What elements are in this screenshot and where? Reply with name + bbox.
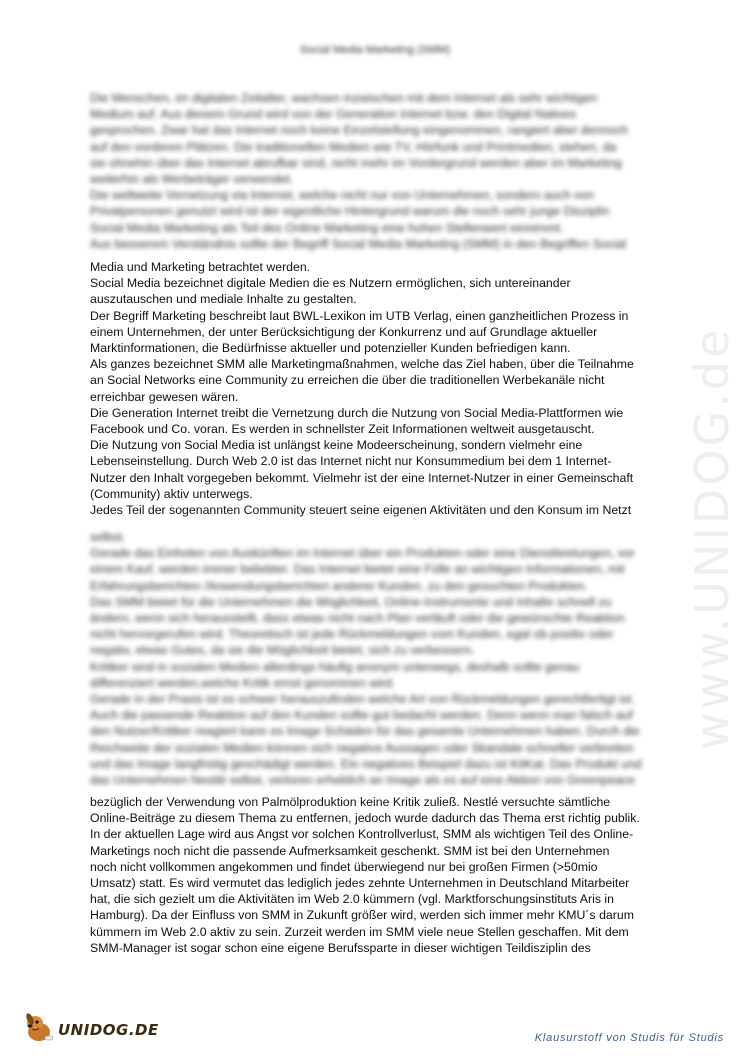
text-line: Gerade das Einholen von Auskünften im Internet über ein Produkten oder eine Dienstleistungen, vor <box>90 546 635 561</box>
text-line: ändern, wenn sich herausstellt, dass etwas nicht nach Plan verläuft oder die gewünschte Reaktion <box>90 611 625 626</box>
text-line: selbst. <box>90 530 126 544</box>
text-line: Media und Marketing betrachtet werden. <box>90 260 311 274</box>
text-line: Erfahrungsberichten /Anwendungsberichten anderer Kunden, zu den gesuchten Produkten. <box>90 578 588 593</box>
text-line: weiterhin als Werbeträger verwendet. <box>90 172 294 187</box>
text-line: gesprochen. Zwar hat das Internet noch keine Einzelstellung eingenommen, rangiert aber dennoch <box>90 123 628 138</box>
text-line: das Unternehmen Nestlé selbst, verloren erheblich an Image als es auf eine Aktion von Greenpeace <box>90 773 635 788</box>
text-line: an Social Networks eine Community zu erreichen die über die traditionellen Werbekanäle nicht <box>90 373 605 388</box>
page-title: Social Media Marketing (SMM) <box>299 44 451 56</box>
text-line: kümmern im Web 2.0 aktiv zu sein. Zurzeit werden im SMM viele neue Stellen geschaffen. Mit dem <box>90 924 629 939</box>
footer-slogan: Klausurstoff von Studis für Studis <box>534 1032 724 1044</box>
text-line: Facebook und Co. voran. Es werden in schnellster Zeit Informationen weltweit ausgetauscht. <box>90 422 595 437</box>
text-line: Umsatz) statt. Es wird vermutet das lediglich jedes zehnte Unternehmen in Deutschland Mitarbeiter <box>90 876 630 891</box>
text-line: Jedes Teil der sogenannten Community steuert seine eigenen Aktivitäten und den Konsum im Netzt <box>90 503 632 518</box>
text-line: sie ohnehin über das Internet abrufbar sind, nicht mehr im Vordergrund werden aber im Marketing <box>90 155 622 170</box>
text-line: Nutzer den Inhalt vorgegeben bekommt. Vielmehr ist der eine Internet-Nutzer in einer Gemeinschaft <box>90 470 634 485</box>
text-line: negativ, etwas Gutes, da sie die Möglichkeit bietet, sich zu verbessern. <box>90 643 475 658</box>
text-line: Marketings noch nicht die passende Aufmerksamkeit geschenkt. SMM ist bei den Unternehmen <box>90 843 610 858</box>
text-line: Die weltweite Vernetzung via Internet, welche nicht nur von Unternehmen, sondern auch von <box>90 188 594 203</box>
text-line: nicht hervorgerufen wird. Theoretisch ist jede Rückmeldungen vom Kunden, egal ob positiv oder <box>90 627 614 642</box>
text-line: Als ganzes bezeichnet SMM alle Marketingmaßnahmen, welche das Ziel haben, über die Teilnahme <box>90 357 634 372</box>
text-line: noch nicht vollkommen angekommen und findet überwiegend nur bei großen Firmen (>50mio <box>90 859 598 874</box>
logo-text: UNIDOG.DE <box>58 1021 159 1039</box>
unidog-logo[interactable] <box>22 1010 159 1044</box>
text-line: einem Unternehmen, der unter Berücksichtigung der Konkurrenz und auf Grundlage aktueller <box>90 324 598 339</box>
body-text-middle <box>90 259 665 518</box>
text-line: erreichbar gewesen wären. <box>90 389 239 404</box>
text-line: Gerade in der Praxis ist es schwer herauszufinden welche Art von Rückmeldungen gerechtfertigt ist. <box>90 692 635 707</box>
text-line: den Nutzer/Kritiker reagiert kann es Image Schäden für das gesamte Unternehmen haben. Durch die <box>90 724 640 739</box>
text-line: (Community) aktiv unterwegs. <box>90 486 253 501</box>
blurred-text-top <box>90 90 665 252</box>
text-line: auszutauschen und mediale Inhalte zu gestalten. <box>90 292 357 307</box>
text-line: Privatpersonen genutzt wird ist der eigentliche Hintergrund warum die noch sehr junge Disziplin <box>90 204 610 219</box>
text-line: bezüglich der Verwendung von Palmölproduktion keine Kritik zuließ. Nestlé versuchte sämtliche <box>90 795 611 809</box>
text-line: Social Media Marketing als Teil des Online Marketing eine hohen Stellenwert einnimmt. <box>90 220 564 235</box>
text-line: Kritiker sind in sozialen Medien allerdings häufig anonym unterwegs, deshalb sollte genau <box>90 659 580 674</box>
text-line: Aus besserem Verständnis sollte der Begriff Social Media Marketing (SMM) in den Begriffen Social <box>90 236 627 251</box>
text-line: Die Nutzung von Social Media ist unlängst keine Modeerscheinung, sondern vielmehr eine <box>90 438 583 453</box>
text-line: Hamburg). Da der Einfluss von SMM in Zukunft größer wird, werden sich immer mehr KMU´s darum <box>90 908 634 923</box>
text-line: und das Image langfristig geschädigt werden. Ein negatives Beispiel dazu ist KitKat. Das Produkt und <box>90 756 642 771</box>
body-text-bottom <box>90 794 665 956</box>
text-line: Reichweite der sozialen Medien können sich negative Aussagen oder Skandale schneller verbreiten <box>90 740 634 755</box>
text-line: hat, die sich gezielt um die Aktivitäten im Web 2.0 kümmern (vgl. Marktforschungsinstituts Aris in <box>90 892 614 907</box>
dog-mascot-icon <box>22 1010 56 1044</box>
text-line: Auch die passende Reaktion auf den Kunden sollte gut bedacht werden. Denn wenn man falsch auf <box>90 708 633 723</box>
text-line: differenziert werden,welche Kritik ernst genommen wird. <box>90 675 396 690</box>
text-line: auf den vorderen Plätzen. Die traditionellen Medien wie TV, Hörfunk und Printmedien, stehen, da <box>90 139 617 154</box>
text-line: Social Media bezeichnet digitale Medien die es Nutzern ermöglichen, sich untereinander <box>90 276 571 291</box>
text-line: Die Menschen, im digitalen Zeitalter, wachsen inzwischen mit dem Internet als sehr wichtigen <box>90 91 598 105</box>
text-line: Der Begriff Marketing beschreibt laut BWL-Lexikon im UTB Verlag, einen ganzheitlichen Prozess in <box>90 308 629 323</box>
blurred-text-middle <box>90 529 665 788</box>
text-line: Das SMM bietet für die Unternehmen die Möglichkeit, Online-Instrumente und Inhalte schnell zu <box>90 594 612 609</box>
text-line: Medium auf. Aus diesem Grund wird von der Generation Internet bzw. den Digital Natives <box>90 107 576 122</box>
text-line: In der aktuellen Lage wird aus Angst vor solchen Kontrollverlust, SMM als wichtigen Teil des Online- <box>90 827 634 842</box>
text-line: SMM-Manager ist sogar schon eine eigene Berufssparte in dieser wichtigen Teildisziplin des <box>90 940 591 955</box>
text-line: Online-Beiträge zu diesem Thema zu entfernen, jedoch wurde dadurch das Thema erst richtig publik. <box>90 811 640 826</box>
text-line: Marktinformationen, die Bedürfnisse aktueller und potenzieller Kunden befriedigen kann. <box>90 341 571 356</box>
text-line: Die Generation Internet treibt die Vernetzung durch die Nutzung von Social Media-Plattformen wie <box>90 405 624 420</box>
text-line: Lebenseinstellung. Durch Web 2.0 ist das Internet nicht nur Konsummedium bei dem 1 Internet- <box>90 454 612 469</box>
watermark: www.UNIDOG.de <box>685 326 739 750</box>
text-line: einem Kauf, werden immer beliebter. Das Internet bietet eine Fülle an wichtigen Informationen, mit <box>90 562 625 577</box>
